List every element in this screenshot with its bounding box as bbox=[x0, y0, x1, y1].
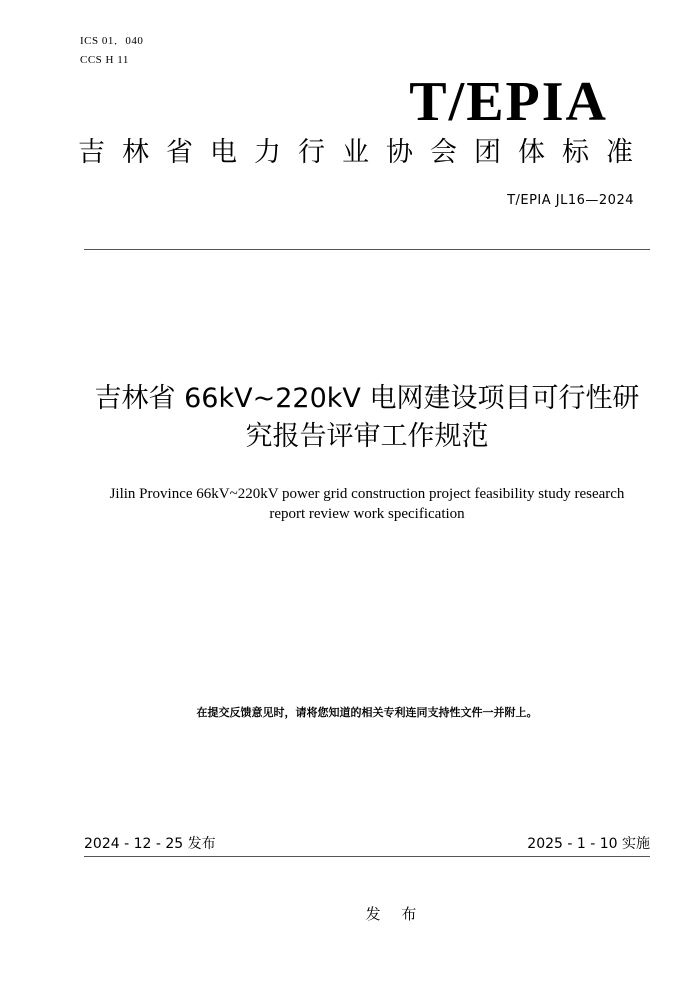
brand-logo-text: T/EPIA bbox=[409, 71, 608, 133]
issue-date: 2024 - 12 - 25 发布 bbox=[84, 836, 216, 852]
english-title-line-1: Jilin Province 66kV~220kV power grid construction project feasibility study research bbox=[109, 486, 625, 502]
chinese-title bbox=[84, 380, 650, 456]
ics-code: ICS 01．040 bbox=[80, 35, 144, 47]
english-title-line-2: report review work specification bbox=[269, 506, 465, 522]
chinese-title-line-2: 究报告评审工作规范 bbox=[245, 421, 489, 452]
english-title bbox=[84, 484, 650, 524]
chinese-title-line-1: 吉林省 66kV~220kV 电网建设项目可行性研 bbox=[94, 383, 640, 414]
patent-notice: 在提交反馈意见时，请将您知道的相关专利连同支持性文件一并附上。 bbox=[196, 706, 538, 719]
implementation-date: 2025 - 1 - 10 实施 bbox=[527, 836, 650, 852]
organization-name: 吉林省电力行业协会团体标准 bbox=[78, 137, 650, 168]
bottom-divider bbox=[84, 856, 650, 857]
publisher-label: 发 布 bbox=[365, 905, 425, 923]
top-divider bbox=[84, 249, 650, 250]
ccs-code: CCS H 11 bbox=[80, 54, 129, 66]
standard-number: T/EPIA JL16—2024 bbox=[507, 193, 634, 208]
